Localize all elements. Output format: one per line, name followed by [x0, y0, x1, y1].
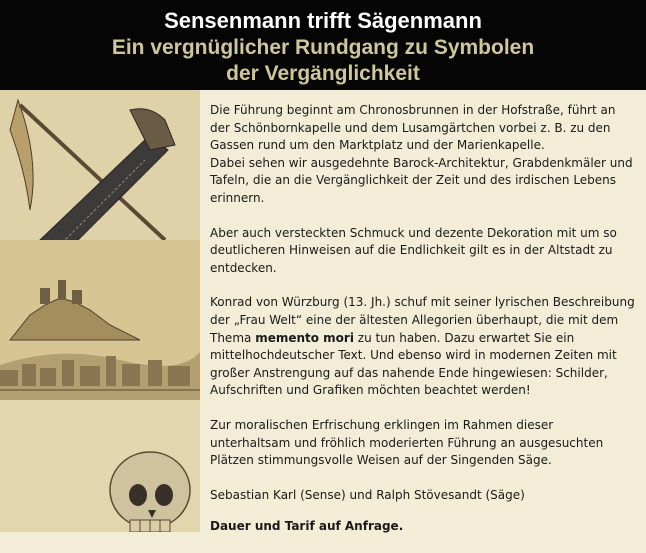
- duration-note: Dauer und Tarif auf Anfrage.: [210, 519, 404, 534]
- illustration-svg: [0, 90, 200, 532]
- skull-illustration: [0, 400, 200, 532]
- tour-description: [210, 102, 636, 553]
- page-header: [0, 0, 646, 90]
- paragraph-3-part-2: zu tun haben. Dazu erwartet Sie ein mittelhochdeutscher Text. Und ebenso wird in modernen Zeiten mit großer Anstrengung auf das nahende Ende hingewiesen: Schilder, Aufschriften und Grafiken möchten beachtet werden!: [210, 330, 617, 398]
- paragraph-3: [210, 294, 636, 400]
- paragraph-5: Sebastian Karl (Sense) und Ralph Stövesandt (Säge): [210, 487, 525, 502]
- page-subtitle-line-2: der Vergänglichkeit: [226, 62, 420, 85]
- page-subtitle-line-1: Ein vergnüglicher Rundgang zu Symbolen: [111, 36, 535, 59]
- paragraph-1: Die Führung beginnt am Chronosbrunnen in der Hofstraße, führt an der Schönbornkapelle und dem Lusamgärtchen vorbei z. B. zu den Gassen rund um den Marktplatz und der Marienkapelle.: [210, 103, 616, 153]
- paragraph-1b: Dabei sehen wir ausgedehnte Barock-Architektur, Grabdenkmäler und Tafeln, die an die Vergänglichkeit der Zeit und des irdischen Lebens erinnern.: [210, 155, 633, 205]
- paragraph-3-part-1: Konrad von Würzburg (13. Jh.) schuf mit seiner lyrischen Beschreibung der „Frau Welt“ eine der ältesten Allegorien überhaupt, die mit dem Thema: [210, 295, 635, 345]
- page-title: Sensenmann trifft Sägenmann: [164, 8, 482, 33]
- illustration-column: [0, 90, 200, 532]
- memento-mori-bold: memento mori: [255, 330, 354, 345]
- page-subtitle: [0, 35, 646, 87]
- scythe-and-saw-illustration: [0, 90, 200, 258]
- paragraph-2: Aber auch versteckten Schmuck und dezente Dekoration mit um so deutlicheren Hinweisen auf die Endlichkeit gilt es in der Altstadt zu entdecken.: [210, 225, 617, 275]
- paragraph-4: Zur moralischen Erfrischung erklingen im Rahmen dieser unterhaltsam und fröhlich moderierten Führung an ausgesuchten Plätzen stimmungsvolle Weisen auf der Singenden Säge.: [210, 417, 604, 468]
- old-city-woodcut: [0, 240, 200, 400]
